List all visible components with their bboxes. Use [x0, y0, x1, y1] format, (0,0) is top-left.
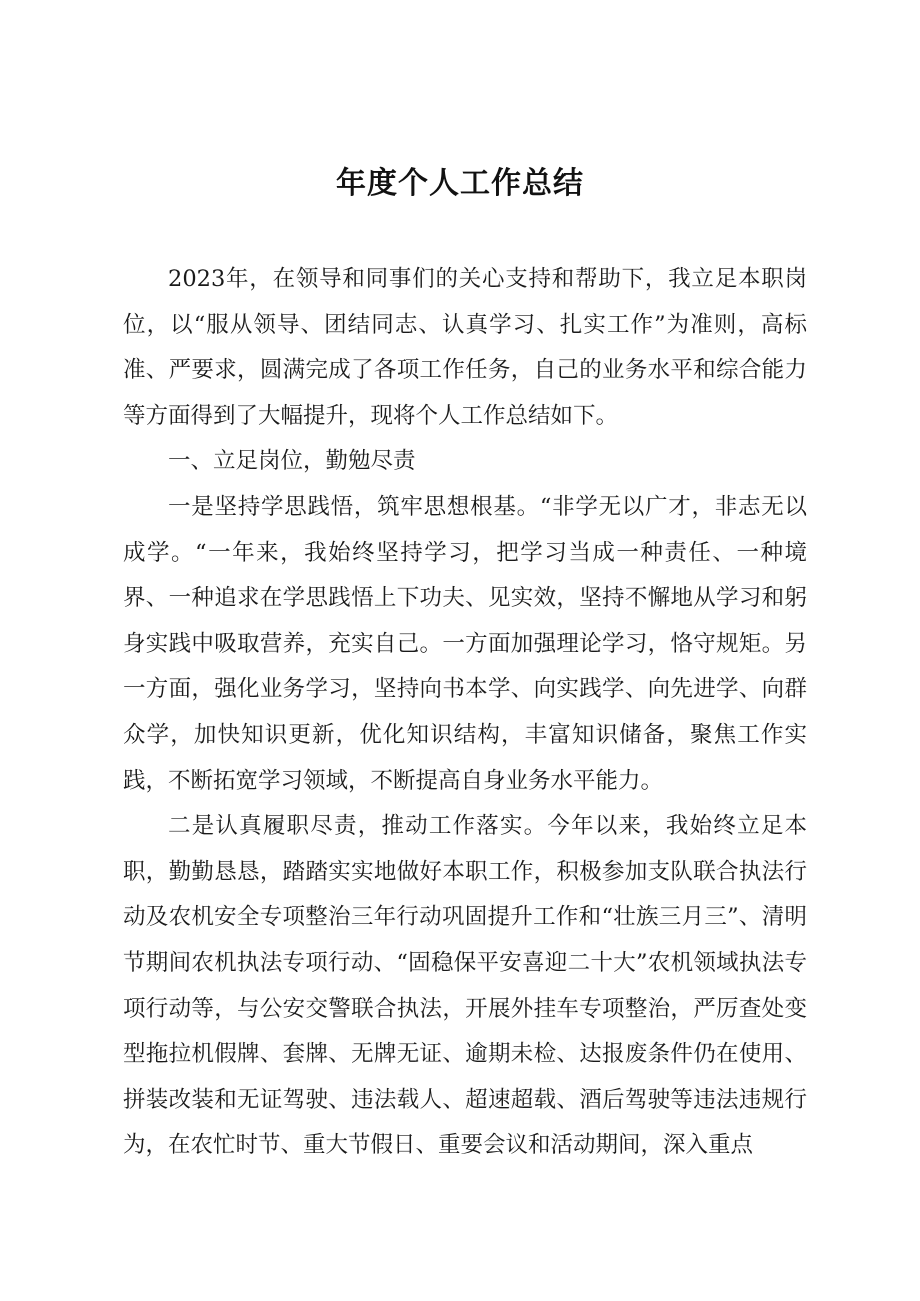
paragraph-study: 一是坚持学思践悟，筑牢思想根基。“非学无以广才，非志无以成学。“一年来，我始终坚持学习，把学习当成一种责任、一种境界、一种追求在学思践悟上下功夫、见实效，坚持不懈地从学习和躬身实践中吸取营养，充实自己。一方面加强理论学习，恪守规矩。另一方面，强化业务学习，坚持向书本学、向实践学、向先进学、向群众学，加快知识更新，优化知识结构，丰富知识储备，聚焦工作实践，不断拓宽学习领域，不断提高自身业务水平能力。: [123, 493, 807, 794]
section-heading-1: 一、立足岗位，勤勉尽责: [168, 448, 416, 475]
paragraph-duty: 二是认真履职尽责，推动工作落实。今年以来，我始终立足本职，勤勤恳恳，踏踏实实地做好本职工作，积极参加支队联合执法行动及农机安全专项整治三年行动巩固提升工作和“壮族三月三”、清明节期间农机执法专项行动、“固稳保平安喜迎二十大”农机领域执法专项行动等，与公安交警联合执法，开展外挂车专项整治，严厉查处变型拖拉机假牌、套牌、无牌无证、逾期未检、达报废条件仍在使用、拼装改装和无证驾驶、违法载人、超速超载、酒后驾驶等违法违规行为，在农忙时节、重大节假日、重要会议和活动期间，深入重点: [123, 813, 807, 1159]
paragraph-intro: 2023年，在领导和同事们的关心支持和帮助下，我立足本职岗位，以“服从领导、团结同志、认真学习、扎实工作”为准则，高标准、严要求，圆满完成了各项工作任务，自己的业务水平和综合能力等方面得到了大幅提升，现将个人工作总结如下。: [123, 266, 807, 429]
document-body: [123, 257, 807, 1169]
page-title: 年度个人工作总结: [336, 166, 584, 201]
